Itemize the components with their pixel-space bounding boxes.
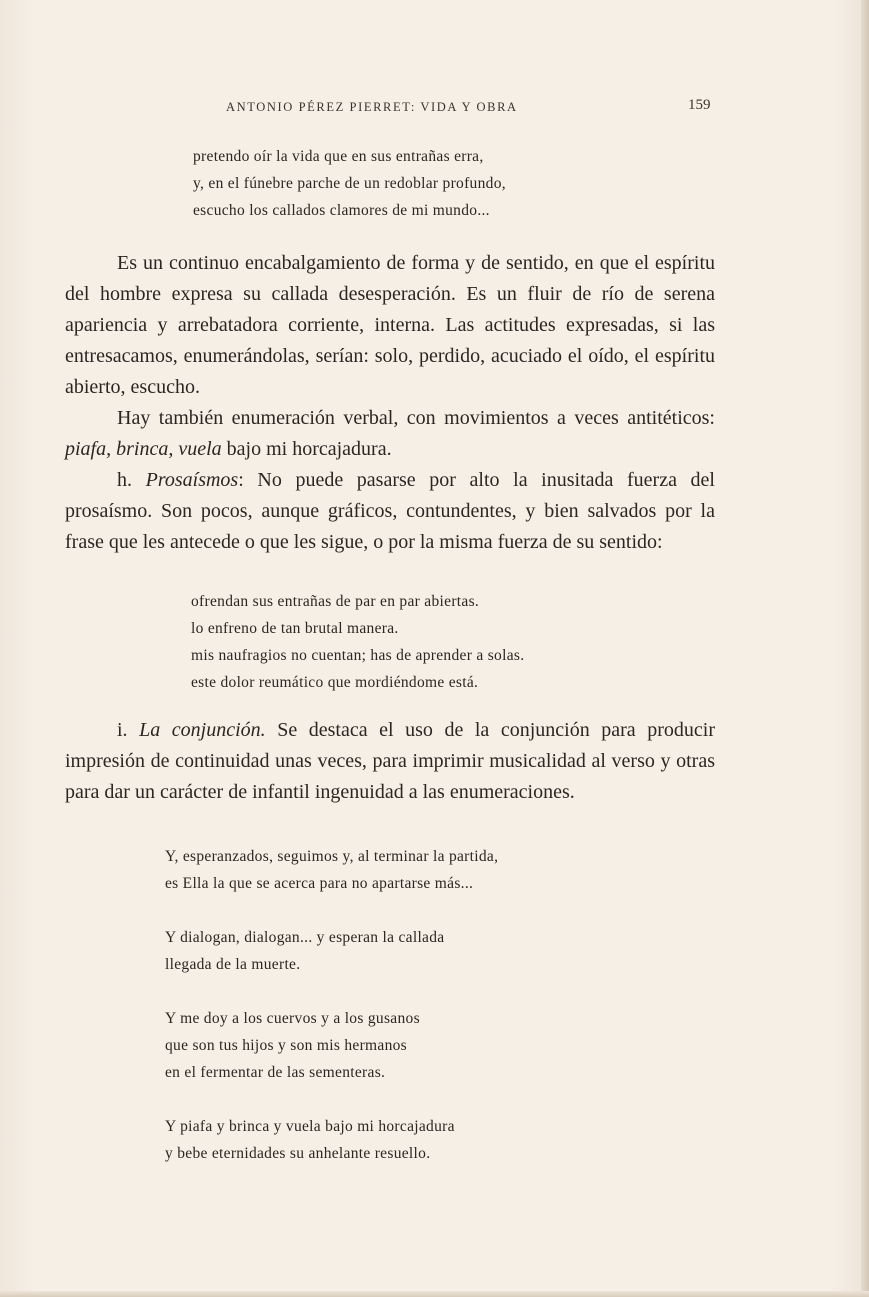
running-head: ANTONIO PÉREZ PIERRET: VIDA Y OBRA [226,100,518,114]
body-text-2 [65,715,715,808]
section-marker: h. [117,469,146,491]
verse-line: Y dialogan, dialogan... y esperan la callada [165,929,445,946]
verse-line: ofrendan sus entrañas de par en par abiertas. [191,593,480,610]
verse-line: este dolor reumático que mordiéndome está. [191,674,479,691]
verse-line: mis naufragios no cuentan; has de aprender a solas. [191,647,525,664]
paragraph-text: bajo mi horcajadura. [221,438,392,460]
verse-line: pretendo oír la vida que en sus entrañas erra, [193,148,484,165]
stanza-gap [165,1086,498,1113]
paragraph-prosaismos [65,465,715,558]
paragraph-encabalgamiento: Es un continuo encabalgamiento de forma y de sentido, en que el espíritu del hombre expresa su callada desesperación. Es un fluir de río de serena apariencia y arrebatadora corriente, interna. Las actitudes expresadas, si las entresacamos, enumerándolas, serían: solo, perdido, acuciado el oído, el espíritu abierto, escucho. [65,252,715,398]
verse-line: en el fermentar de las sementeras. [165,1064,386,1081]
verse-quote-3 [165,843,498,1167]
verse-line: Y me doy a los cuervos y a los gusanos [165,1010,420,1027]
italic-term: piafa, brinca, vuela [65,438,222,460]
verse-line: que son tus hijos y son mis hermanos [165,1037,408,1054]
verse-quote-1 [193,143,506,224]
section-heading: Prosaísmos [145,469,239,491]
verse-line: Y piafa y brinca y vuela bajo mi horcajadura [165,1118,455,1135]
paragraph-text: Se destaca el uso de la conjunción para producir impresión de continuidad unas veces, para imprimir musicalidad al verso y otras para dar un carácter de infantil ingenuidad a las enumeraciones. [65,719,715,803]
section-marker: i. [117,719,140,741]
paragraph-enumeracion [65,403,715,465]
verse-line: Y, esperanzados, seguimos y, al terminar la partida, [165,848,499,865]
verse-line: y bebe eternidades su anhelante resuello. [165,1145,431,1162]
paragraph-text: Hay también enumeración verbal, con movimientos a veces antitéticos: [117,407,715,429]
paragraph-text: : No puede pasarse por alto la inusitada fuerza del prosaísmo. Son pocos, aunque gráficos, contundentes, y bien salvados por la frase que les antecede o que les sigue, o por la misma fuerza de su sentido: [65,469,715,553]
stanza-gap [165,978,498,1005]
verse-line: escucho los callados clamores de mi mundo... [193,202,490,219]
page-number: 159 [688,97,711,113]
section-heading: La conjunción. [139,719,266,741]
page-edge-right [861,0,869,1297]
verse-quote-2 [191,588,524,696]
verse-line: es Ella la que se acerca para no apartarse más... [165,875,474,892]
verse-line: llegada de la muerte. [165,956,301,973]
verse-line: y, en el fúnebre parche de un redoblar profundo, [193,175,506,192]
paragraph-conjuncion [65,715,715,808]
page-edge-bottom [0,1291,869,1297]
body-text [65,248,715,558]
verse-line: lo enfreno de tan brutal manera. [191,620,399,637]
stanza-gap [165,897,498,924]
